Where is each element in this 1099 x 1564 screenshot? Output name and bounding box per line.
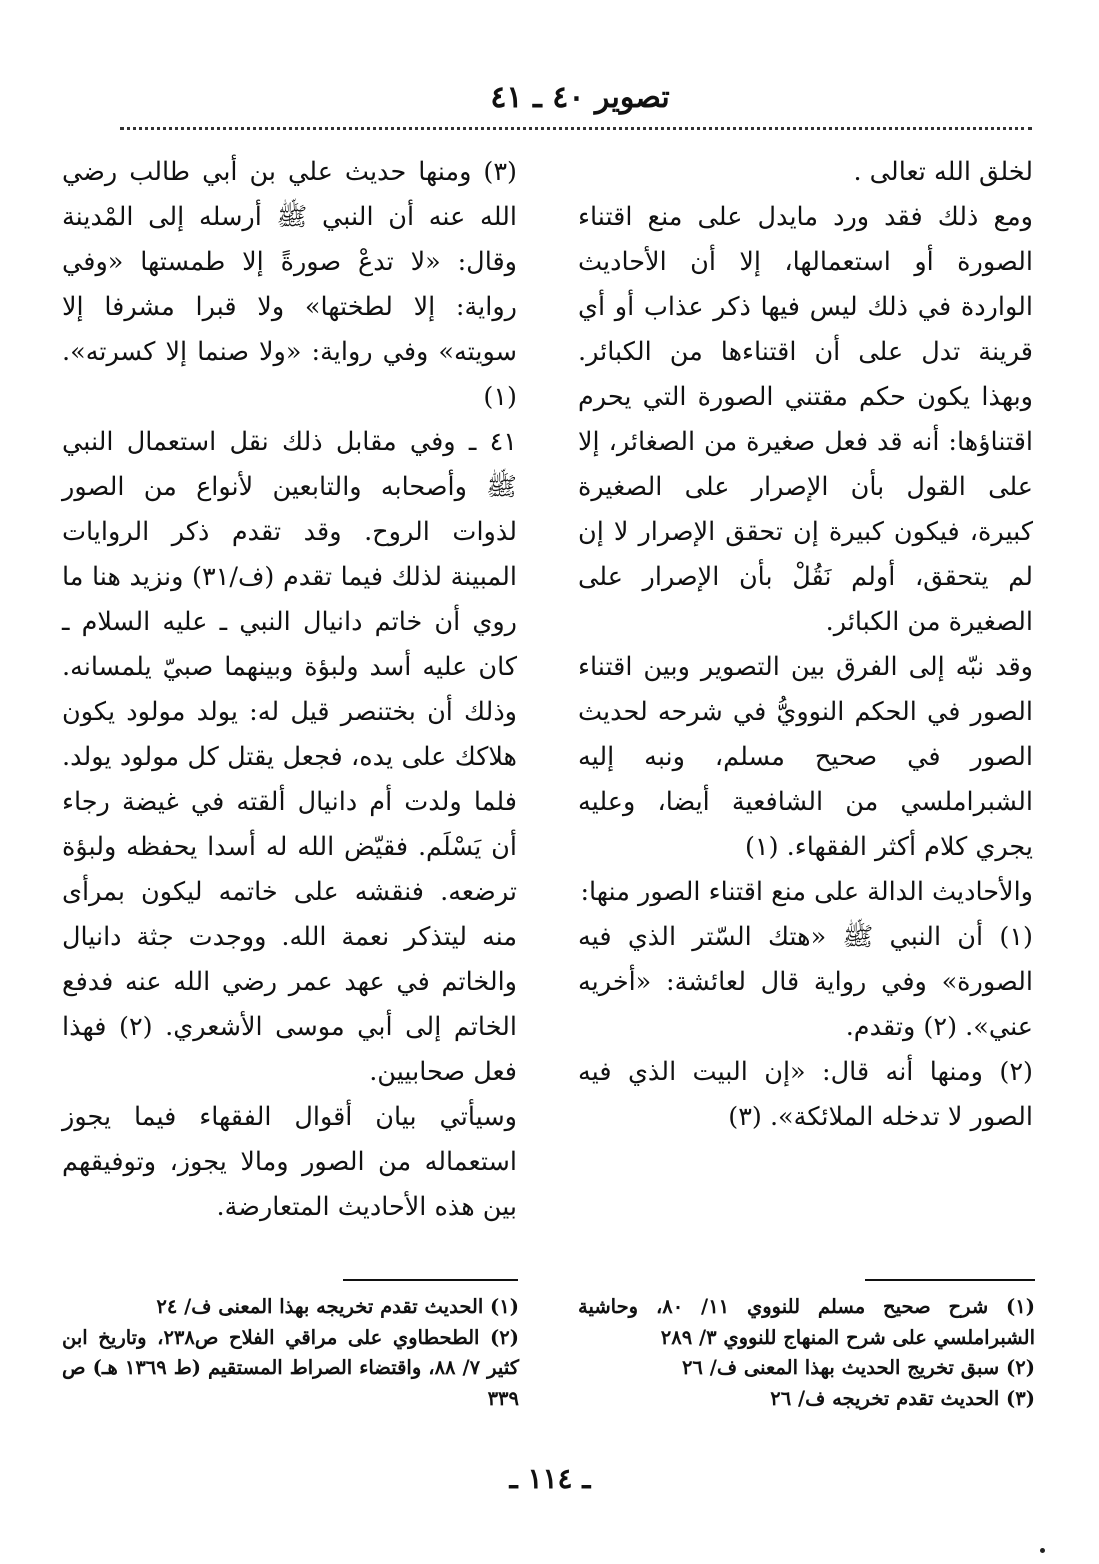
footnote: (٢) سبق تخريج الحديث بهذا المعنى ف/ ٢٦ <box>681 1356 1035 1379</box>
paragraph: لخلق الله تعالى . <box>853 157 1033 187</box>
footnote: (٣) الحديث تقدم تخريجه ف/ ٢٦ <box>770 1386 1035 1410</box>
paragraph: والأحاديث الدالة على منع اقتناء الصور منها: <box>580 877 1033 907</box>
paragraph: (٢) ومنها أنه قال: «إن البيت الذي فيه الصور لا تدخله الملائكة». (٣) <box>578 1057 1033 1132</box>
paragraph: وسيأتي بيان أقوال الفقهاء فيما يجوز استعماله من الصور ومالا يجوز، وتوفيقهم بين هذه الأحاديث المتعارضة. <box>62 1102 517 1222</box>
paragraph: (١) أن النبي ﷺ «هتك السّتر الذي فيه الصورة» وفي رواية قال لعائشة: «أخريه عني». (٢) وتقدم. <box>578 922 1033 1042</box>
footnote-separator-left <box>343 1279 518 1281</box>
scan-dot <box>1040 1548 1045 1553</box>
paragraph: ٤١ ـ وفي مقابل ذلك نقل استعمال النبي ﷺ وأصحابه والتابعين لأنواع من الصور لذوات الروح. وقد تقدم ذكر الروايات المبينة لذلك فيما تقدم (ف/٣١) ونزيد هنا ما روي أن خاتم دانيال النبي ـ عليه السلام ـ كان عليه أسد ولبؤة وبينهما صبيّ يلمسانه. وذلك أن بختنصر قيل له: يولد مولود يكون هلاكك على يده، فجعل يقتل كل مولود يولد. فلما ولدت أم دانيال ألقته في غيضة رجاء أن يَسْلَم. فقيّض الله له أسدا يحفظه ولبؤة ترضعه. فنقشه على خاتمه ليكون بمرأى منه ليتذكر نعمة الله. ووجدت جثة دانيال والخاتم في عهد عمر رضي الله عنه فدفع الخاتم إلى أبي موسى الأشعري. (٢) فهذا فعل صحابيين. <box>62 427 518 1087</box>
header-dotted-rule <box>120 127 1032 130</box>
right-text-column <box>578 150 1033 1140</box>
paragraph: ومع ذلك فقد ورد مايدل على منع اقتناء الصورة أو استعمالها، إلا أن الأحاديث الواردة في ذلك ليس فيها ذكر عذاب أو أي قرينة تدل على أن اقتناءها من الكبائر. وبهذا يكون حكم مقتني الصورة التي يحرم اقتناؤها: أنه قد فعل صغيرة من الصغائر، إلا على القول بأن الإصرار على الصغيرة كبيرة، فيكون كبيرة إن تحقق الإصرار لا إن لم يتحقق، أولم نَقُلْ بأن الإصرار على الصغيرة من الكبائر. <box>578 202 1033 637</box>
page-header: تصوير ٤٠ ـ ٤١ <box>490 80 670 115</box>
footnote: (١) شرح صحيح مسلم للنووي ١١/ ٨٠، وحاشية الشبراملسي على شرح المنهاج للنووي ٣/ ٢٨٩ <box>578 1295 1035 1349</box>
footnotes-right <box>578 1292 1035 1414</box>
left-text-column <box>62 150 517 1230</box>
paragraph: وقد نبّه إلى الفرق بين التصوير وبين اقتناء الصور في الحكم النوويُّ في شرحه لحديث الصور في صحيح مسلم، ونبه إليه الشبراملسي من الشافعية أيضا، وعليه يجري كلام أكثر الفقهاء. (١) <box>578 652 1033 862</box>
footnote: (١) الحديث تقدم تخريجه بهذا المعنى ف/ ٢٤ <box>156 1295 519 1318</box>
page-number: ـ ١١٤ ـ <box>509 1462 591 1495</box>
paragraph: (٣) ومنها حديث علي بن أبي طالب رضي الله عنه أن النبي ﷺ أرسله إلى المْدينة وقال: «لا تدعْ صورةً إلا طمستها «وفي رواية: إلا لطختها» ولا قبرا مشرفا إلا سويته» وفي رواية: «ولا صنما إلا كسرته». (١) <box>62 157 517 412</box>
footnotes-left <box>62 1292 519 1414</box>
footnote-separator-right <box>865 1279 1035 1281</box>
footnote: (٢) الطحطاوي على مراقي الفلاح ص٢٣٨، وتاريخ ابن كثير ٧/ ٨٨، واقتضاء الصراط المستقيم (ط ١٣٦٩ هـ) ص ٣٣٩ <box>62 1325 519 1410</box>
